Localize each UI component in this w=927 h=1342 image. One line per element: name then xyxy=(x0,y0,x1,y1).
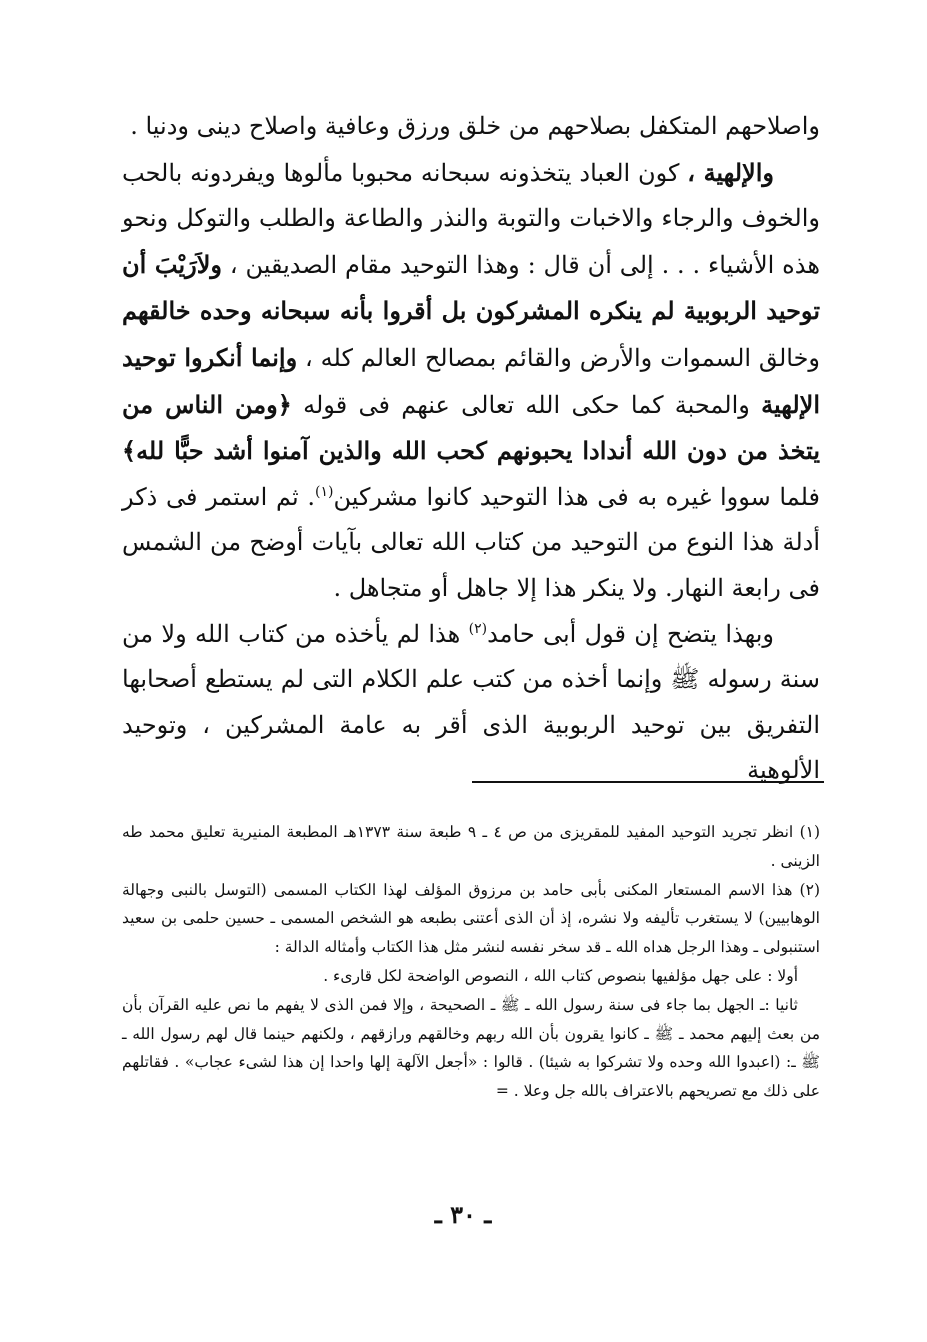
footnotes xyxy=(122,818,820,1106)
footnote-ref-1: (١) xyxy=(314,483,334,500)
paragraph-1: واصلاحهم المتكفل بصلاحهم من خلق ورزق وعافية واصلاح دينى ودنيا . xyxy=(130,112,820,140)
bold-phrase: ولاَرَيْبَ أن توحيد الربوبية لم ينكره المشركون بل أقروا بأنه سبحانه وحده خالقهم xyxy=(122,249,820,326)
footnote-separator xyxy=(472,781,824,783)
page-number: ـ ٣٠ ـ xyxy=(434,1200,492,1229)
footnote-1: (١) انظر تجريد التوحيد المفيد للمقريزى من ص ٤ ـ ٩ طبعة سنة ١٣٧٣هـ المطبعة المنيرية تعليق محمد طه الزينى . xyxy=(122,823,821,870)
bold-quote: ﴿ومن الناس من يتخذ من دون الله أندادا يحبونهم كحب الله والذين آمنوا أشد حبًّا لله﴾ xyxy=(122,389,820,466)
footnote-2: (٢) هذا الاسم المستعار المكنى بأبى حامد بن مرزوق المؤلف لهذا الكتاب المسمى (التوسل بالنبى وجهالة الوهابيين) لا يستغرب تأليفه ولا نشره، إذ أن الذى أعتنى بطبعه هو الشخص المسمى ـ حسين حلمى بن سعيد استنبولى ـ وهذا الرجل هداه الله ـ قد سخر نفسه لنشر مثل هذا الكتاب وأمثاله الدالة : xyxy=(122,880,820,957)
footnote-2-second: ثانيا :ـ الجهل بما جاء فى سنة رسول الله ـ ﷺ ـ الصحيحة ، وإلا فمن الذى لا يفهم ما نص عليه القرآن بأن من بعث إليهم محمد ـ ﷺ ـ كانوا يقرون بأن الله ربهم وخالقهم ورازقهم ، ولكنهم حينما قال لهم رسول الله ـ ﷺ ـ: (اعبدوا الله وحده ولا تشركوا به شيئا) . قالوا : «أجعل الآلهة إلها واحدا إن هذا لشىء عجاب» . فقاتلهم على ذلك مع تصريحهم بالاعتراف بالله جل وعلا . = xyxy=(122,995,820,1101)
footnote-2-first: أولا : على جهل مؤلفيها بنصوص كتاب الله ، النصوص الواضحة لكل قارىء . xyxy=(323,966,798,985)
main-text xyxy=(122,104,820,794)
footnote-ref-2: (٢) xyxy=(468,620,488,637)
paragraph-2: والإلهية ، كون العباد يتخذونه سبحانه محبوبا مألوها ويفردونه بالحب والخوف والرجاء والاخبات والتوبة والنذر والطاعة والطلب والتوكل ونحو هذه الأشياء . . . إلى أن قال : وهذا التوحيد مقام الصديقين ، ولاَرَيْبَ أن توحيد الربوبية لم ينكره المشركون بل أقروا بأنه سبحانه وحده خالقهم وخالق السموات والأرض والقائم بمصالح العالم كله ، وإنما أنكروا توحيد الإلهية والمحبة كما حكى الله تعالى عنهم فى قوله ﴿ومن الناس من يتخذ من دون الله أندادا يحبونهم كحب الله والذين آمنوا أشد حبًّا لله﴾ فلما سووا غيره به فى هذا التوحيد كانوا مشركين$^{(١)}$. ثم استمر فى ذكر أدلة هذا النوع من التوحيد من كتاب الله تعالى بآيات أوضح من الشمس فى رابعة النهار. ولا ينكر هذا إلا جاهل أو متجاهل . xyxy=(122,157,821,602)
paragraph-3: وبهذا يتضح إن قول أبى حامد$^{(٢)}$ هذا لم يأخذه من كتاب الله ولا من سنة رسوله ﷺ وإنما أخذه من كتب علم الكلام التى لم يستطع أصحابها التفريق بين توحيد الربوبية الذى أقر به عامة المشركين ، وتوحيد الألوهية xyxy=(122,619,820,785)
bold-phrase: وإنما أنكروا توحيد الإلهية xyxy=(122,342,820,419)
bold-term: والإلهية ، xyxy=(687,157,774,187)
